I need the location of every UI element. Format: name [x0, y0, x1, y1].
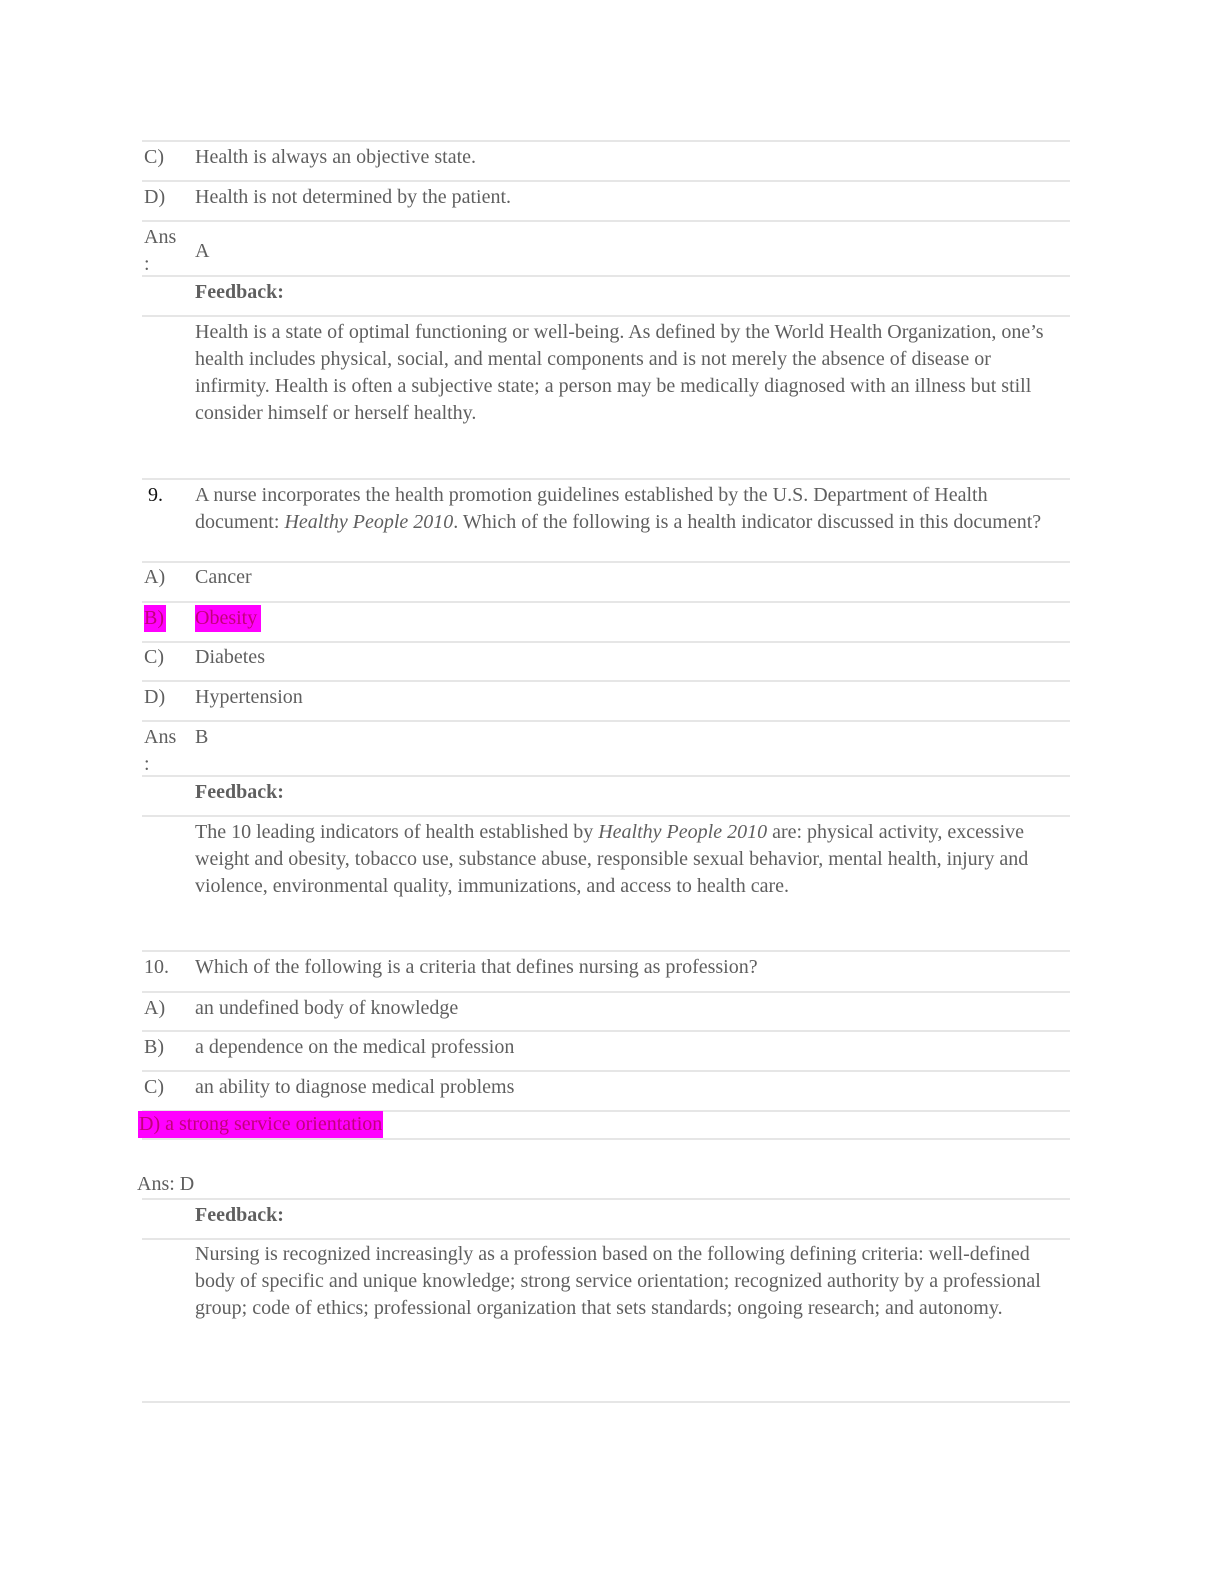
feedback-text: Nursing is recognized increasingly as a profession based on the following defining criteria: well-defined body of specific and unique knowledge; strong service orientation; recognized authority by a professional group; code of ethics; professional organization that sets standards; ongoing research; and autonomy. [195, 1243, 1041, 1319]
question-text: Which of the following is a criteria that defines nursing as profession? [195, 956, 758, 978]
row-divider [142, 180, 1070, 182]
row-divider [142, 680, 1070, 682]
row-divider [142, 220, 1070, 222]
answer-label: Ans [144, 226, 177, 248]
option-label: A) [144, 566, 166, 588]
option-text: an ability to diagnose medical problems [195, 1076, 515, 1098]
feedback-label: Feedback: [195, 281, 284, 303]
row-divider [142, 1070, 1070, 1072]
row-divider [142, 561, 1070, 563]
answer-value: B [195, 726, 209, 748]
option-text: Hypertension [195, 686, 303, 708]
feedback-text: Health is a state of optimal functioning or well-being. As defined by the World Health Organization, one’s health includes physical, social, and mental components and is not merely the absence of disease or infirmity. Health is often a subjective state; a person may be medically diagnosed with an illness but still consider himself or herself healthy. [195, 321, 1044, 424]
row-divider [142, 1198, 1070, 1200]
row-divider [142, 1238, 1070, 1240]
row-divider [142, 601, 1070, 603]
row-divider [142, 1030, 1070, 1032]
row-divider [142, 950, 1070, 952]
option-d-highlighted: D) a strong service orientation [138, 1111, 383, 1138]
option-text: a dependence on the medical profession [195, 1036, 515, 1058]
row-divider [142, 815, 1070, 817]
answer-line: Ans: D [137, 1173, 195, 1195]
option-label: D) [144, 686, 166, 708]
row-divider [142, 775, 1070, 777]
question-text: A nurse incorporates the health promotion guidelines established by the U.S. Department of Health document: Healthy People 2010. Which of the following is a health indicator discussed in this document? [195, 484, 1042, 533]
option-text: Health is not determined by the patient. [195, 186, 512, 208]
option-text: an undefined body of knowledge [195, 997, 459, 1019]
row-divider [142, 315, 1070, 317]
answer-label-colon: : [144, 253, 150, 275]
row-divider [142, 720, 1070, 722]
option-label: C) [144, 646, 164, 668]
answer-value: A [195, 240, 210, 262]
row-divider [142, 991, 1070, 993]
feedback-label: Feedback: [195, 1204, 284, 1226]
option-text: Cancer [195, 566, 252, 588]
row-divider [142, 1401, 1070, 1403]
row-divider [142, 275, 1070, 277]
option-label: A) [144, 997, 166, 1019]
question-number: 9. [148, 484, 163, 506]
option-text: Health is always an objective state. [195, 146, 477, 168]
option-label: B) [144, 1036, 164, 1058]
option-label-highlighted: B) [144, 605, 166, 632]
answer-label: Ans [144, 726, 177, 748]
row-divider [142, 1138, 1070, 1140]
question-title: Healthy People 2010 [284, 511, 454, 533]
feedback-title: Healthy People 2010 [598, 821, 768, 843]
row-divider [142, 641, 1070, 643]
row-divider [142, 140, 1070, 142]
option-text-highlighted: Obesity [195, 605, 261, 632]
feedback-text: The 10 leading indicators of health established by Healthy People 2010 are: physical activity, excessive weight and obesity, tobacco use, substance abuse, responsible sexual behavior, mental health, injury and violence, environmental quality, immunizations, and access to health care. [195, 821, 1029, 897]
option-text: Diabetes [195, 646, 265, 668]
question-number: 10. [144, 956, 169, 978]
answer-label-colon: : [144, 753, 150, 775]
row-divider [142, 478, 1070, 480]
option-label: D) [144, 186, 166, 208]
option-label: C) [144, 146, 164, 168]
feedback-label: Feedback: [195, 781, 284, 803]
option-label: C) [144, 1076, 164, 1098]
